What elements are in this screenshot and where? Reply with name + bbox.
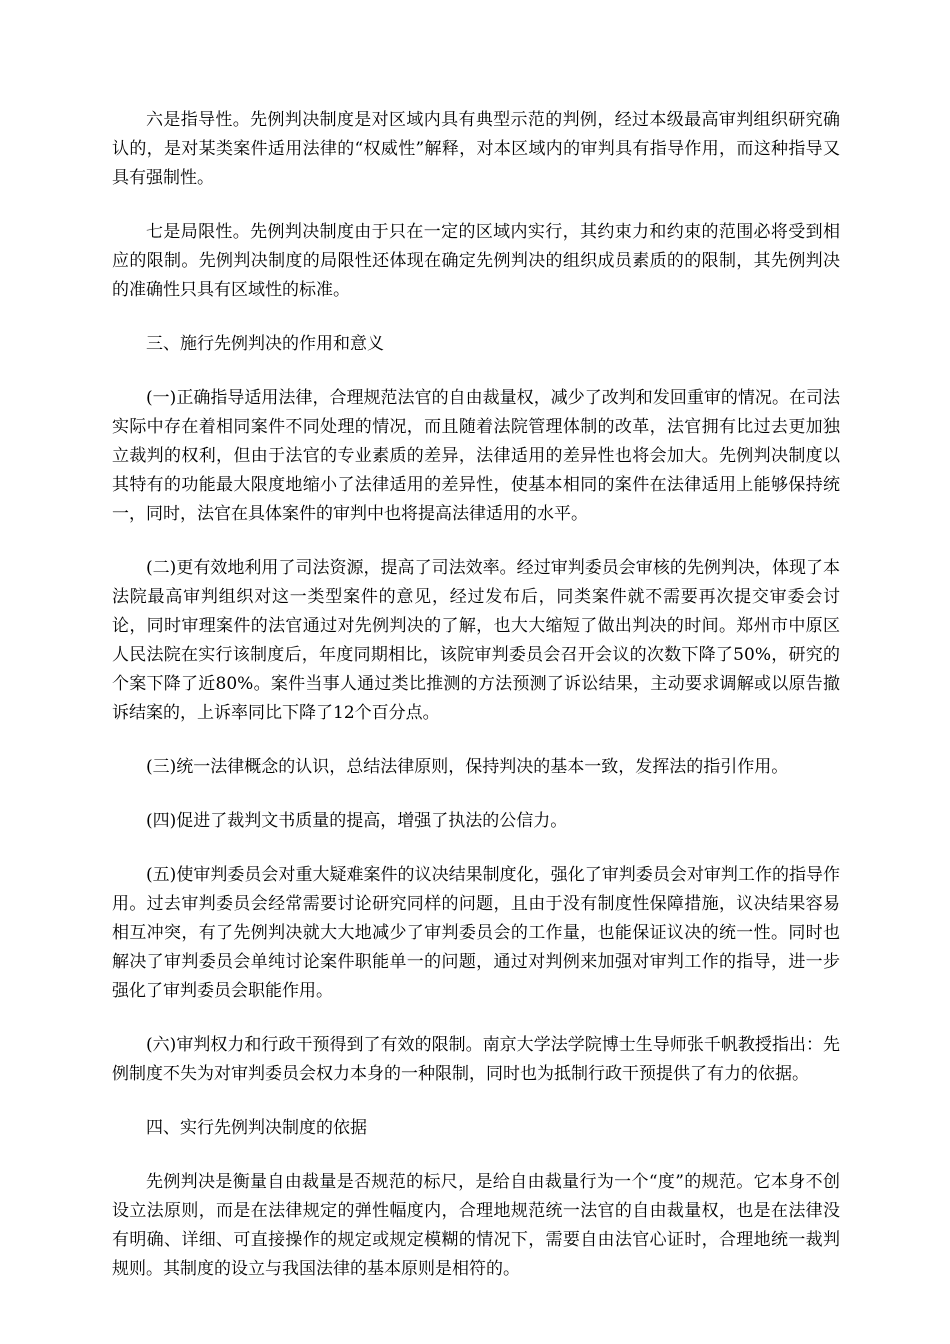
section-heading-4: 四、实行先例判决制度的依据 (146, 1118, 367, 1138)
paragraph-point-4: (四)促进了裁判文书质量的提高，增强了执法的公信力。 (146, 811, 568, 831)
section-heading-3: 三、施行先例判决的作用和意义 (146, 334, 384, 354)
paragraph-point-2: (二)更有效地利用了司法资源，提高了司法效率。经过审判委员会审核的先例判决，体现了本法院最高审判组织对这一类型案件的意见，经过发布后，同类案件就不需要再次提交审委会讨论，同时审理案件的法官通过对先例判决的了解，也大大缩短了做出判决的时间。郑州市中原区人民法院在实行该制度后，年度同期相比，该院审判委员会召开会议的次数下降了50%，研究的个案下降了近80%。案件当事人通过类比推测的方法预测了诉讼结果，主动要求调解或以原告撤诉结案的，上诉率同比下降了12个百分点。 (112, 558, 840, 723)
paragraph-limitation: 七是局限性。先例判决制度由于只在一定的区域内实行，其约束力和约束的范围必将受到相应的限制。先例判决制度的局限性还体现在确定先例判决的组织成员素质的的限制，其先例判决的准确性只具有区域性的标准。 (112, 222, 840, 300)
paragraph-point-6: (六)审判权力和行政干预得到了有效的限制。南京大学法学院博士生导师张千帆教授指出：先例制度不失为对审判委员会权力本身的一种限制，同时也为抵制行政干预提供了有力的依据。 (112, 1035, 840, 1084)
paragraph-point-3: (三)统一法律概念的认识，总结法律原则，保持判决的基本一致，发挥法的指引作用。 (146, 757, 789, 777)
paragraph-basis: 先例判决是衡量自由裁量是否规范的标尺，是给自由裁量行为一个“度”的规范。它本身不创设立法原则，而是在法律规定的弹性幅度内，合理地规范统一法官的自由裁量权，也是在法律没有明确、详细、可直接操作的规定或规定模糊的情况下，需要自由法官心证时，合理地统一裁判规则。其制度的设立与我国法律的基本原则是相符的。 (112, 1172, 840, 1279)
document-body (112, 106, 840, 1309)
paragraph-guidance: 六是指导性。先例判决制度是对区域内具有典型示范的判例，经过本级最高审判组织研究确认的，是对某类案件适用法律的“权威性”解释，对本区域内的审判具有指导作用，而这种指导又具有强制性。 (112, 110, 840, 188)
paragraph-point-5: (五)使审判委员会对重大疑难案件的议决结果制度化，强化了审判委员会对审判工作的指导作用。过去审判委员会经常需要讨论研究同样的问题，且由于没有制度性保障措施，议决结果容易相互冲突，有了先例判决就大大地减少了审判委员会的工作量，也能保证议决的统一性。同时也解决了审判委员会单纯讨论案件职能单一的问题，通过对判例来加强对审判工作的指导，进一步强化了审判委员会职能作用。 (112, 865, 840, 1001)
paragraph-point-1: (一)正确指导适用法律，合理规范法官的自由裁量权，减少了改判和发回重审的情况。在司法实际中存在着相同案件不同处理的情况，而且随着法院管理体制的改革，法官拥有比过去更加独立裁判的权利，但由于法官的专业素质的差异，法律适用的差异性也将会加大。先例判决制度以其特有的功能最大限度地缩小了法律适用的差异性，使基本相同的案件在法律适用上能够保持统一，同时，法官在具体案件的审判中也将提高法律适用的水平。 (112, 388, 840, 524)
